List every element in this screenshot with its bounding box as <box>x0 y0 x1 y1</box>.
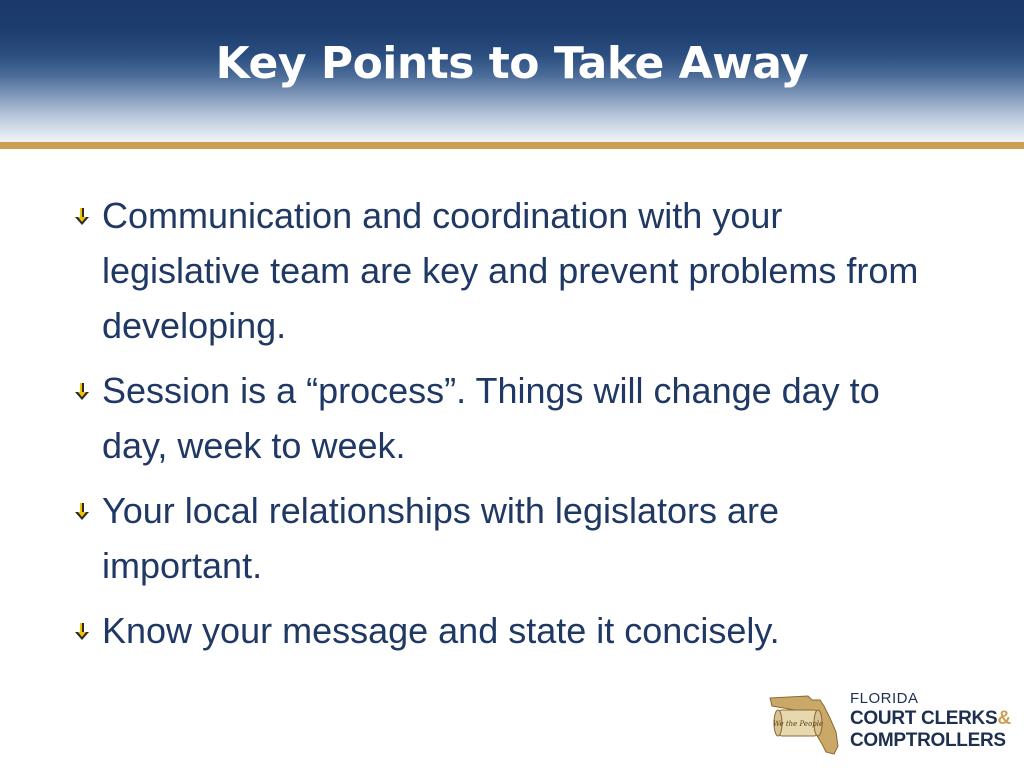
arrow-bullet-icon <box>70 500 92 522</box>
bullet-list <box>68 188 948 668</box>
logo-ampersand: & <box>997 708 1011 729</box>
slide-title: Key Points to Take Away <box>215 38 809 89</box>
florida-seal-icon <box>764 688 848 760</box>
logo-court-clerks-text: COURT CLERKS <box>850 708 998 729</box>
bullet-item <box>68 188 948 353</box>
bullet-text: Communication and coordination with your legislative team are key and prevent problems from developing. <box>102 195 919 346</box>
svg-text:We the People: We the People <box>772 720 824 728</box>
bullet-text: Session is a “process”. Things will change day to day, week to week. <box>102 370 880 466</box>
bullet-item <box>68 363 948 473</box>
court-clerks-logo <box>764 688 1020 760</box>
logo-florida: FLORIDA <box>850 690 919 707</box>
bullet-item <box>68 603 948 658</box>
logo-wordmark <box>850 690 1020 752</box>
bullet-text: Your local relationships with legislators are important. <box>102 490 780 586</box>
bullet-item <box>68 483 948 593</box>
logo-court-clerks <box>850 708 1020 730</box>
gold-divider <box>0 142 1024 149</box>
logo-comptrollers: COMPTROLLERS <box>850 730 1006 751</box>
arrow-bullet-icon <box>70 380 92 402</box>
arrow-bullet-icon <box>70 205 92 227</box>
bullet-text: Know your message and state it concisely. <box>102 610 780 651</box>
arrow-bullet-icon <box>70 620 92 642</box>
